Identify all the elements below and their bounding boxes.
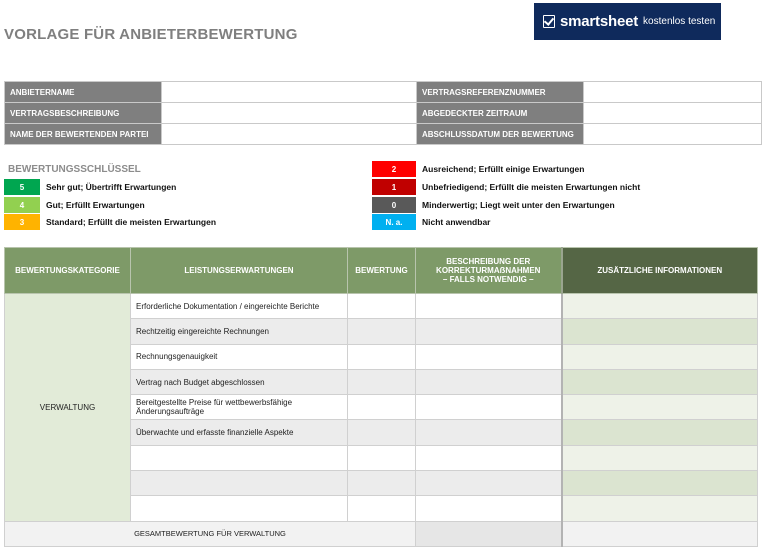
expectation-cell: Erforderliche Dokumentation / eingereichte Berichte [131,294,348,319]
key-swatch: 3 [4,214,40,230]
key-swatch: 0 [372,197,416,213]
key-text: Sehr gut; Übertrifft Erwartungen [46,182,177,192]
expectation-cell[interactable] [131,445,348,470]
additional-info-cell[interactable] [562,445,758,470]
trial-link[interactable]: kostenlos testen [643,16,716,27]
smartsheet-logo-icon [543,15,555,28]
key-item-0 [372,197,615,213]
rating-cell[interactable] [348,319,416,344]
key-text: Gut; Erfüllt Erwartungen [46,200,145,210]
key-item-1 [372,179,640,195]
vendor-name-label: ANBIETERNAME [5,82,162,103]
rating-cell[interactable] [348,294,416,319]
rating-cell[interactable] [348,471,416,496]
key-text: Nicht anwendbar [422,217,491,227]
rating-cell[interactable] [348,395,416,420]
key-swatch: 4 [4,197,40,213]
info-row [5,124,762,145]
additional-info-cell[interactable] [562,496,758,521]
total-label: GESAMTBEWERTUNG FÜR VERWALTUNG [5,521,416,546]
expectation-cell: Bereitgestellte Preise für wettbewerbsfähige Änderungsaufträge [131,395,348,420]
table-row [5,294,758,319]
rating-cell[interactable] [348,420,416,445]
rating-cell[interactable] [348,344,416,369]
table-header-row [5,248,758,294]
additional-info-cell[interactable] [562,319,758,344]
header-description-line1: BESCHREIBUNG DER [446,257,531,266]
contract-description-field[interactable] [162,103,417,124]
additional-info-cell[interactable] [562,471,758,496]
corrective-action-cell[interactable] [416,369,562,394]
evaluator-name-label: NAME DER BEWERTENDEN PARTEI [5,124,162,145]
rating-cell[interactable] [348,369,416,394]
header-description [416,248,562,294]
expectation-cell: Rechtzeitig eingereichte Rechnungen [131,319,348,344]
rating-key-title: BEWERTUNGSSCHLÜSSEL [8,164,141,175]
total-info-cell [562,521,758,546]
header-description-line2: KORREKTURMAẞNAHMEN [436,266,541,275]
contract-reference-field[interactable] [584,82,762,103]
corrective-action-cell[interactable] [416,445,562,470]
key-text: Standard; Erfüllt die meisten Erwartungen [46,217,217,227]
additional-info-cell[interactable] [562,294,758,319]
header-category: BEWERTUNGSKATEGORIE [5,248,131,294]
key-item-5 [4,179,176,195]
key-swatch: 1 [372,179,416,195]
additional-info-cell[interactable] [562,395,758,420]
expectation-cell[interactable] [131,471,348,496]
brand-name: smartsheet [560,13,639,30]
vendor-name-field[interactable] [162,82,417,103]
key-item-3 [4,214,216,230]
evaluation-date-field[interactable] [584,124,762,145]
key-swatch: 5 [4,179,40,195]
contract-description-label: VERTRAGSBESCHREIBUNG [5,103,162,124]
corrective-action-cell[interactable] [416,420,562,445]
key-item-na [372,214,490,230]
header-additional-info: ZUSÄTZLICHE INFORMATIONEN [562,248,758,294]
evaluation-table [4,247,758,547]
key-swatch: N. a. [372,214,416,230]
expectation-cell[interactable] [131,496,348,521]
contract-reference-label: VERTRAGSREFERENZNUMMER [417,82,584,103]
page-title: VORLAGE FÜR ANBIETERBEWERTUNG [4,26,298,43]
rating-cell[interactable] [348,496,416,521]
rating-cell[interactable] [348,445,416,470]
key-item-2 [372,161,584,177]
corrective-action-cell[interactable] [416,471,562,496]
vendor-info-table [4,81,762,145]
category-cell: VERWALTUNG [5,294,131,522]
corrective-action-cell[interactable] [416,294,562,319]
corrective-action-cell[interactable] [416,395,562,420]
additional-info-cell[interactable] [562,420,758,445]
expectation-cell: Überwachte und erfasste finanzielle Aspekte [131,420,348,445]
additional-info-cell[interactable] [562,369,758,394]
total-row [5,521,758,546]
key-item-4 [4,197,145,213]
header-rating: BEWERTUNG [348,248,416,294]
period-covered-label: ABGEDECKTER ZEITRAUM [417,103,584,124]
info-row [5,103,762,124]
corrective-action-cell[interactable] [416,496,562,521]
key-text: Ausreichend; Erfüllt einige Erwartungen [422,164,585,174]
expectation-cell: Vertrag nach Budget abgeschlossen [131,369,348,394]
expectation-cell: Rechnungsgenauigkeit [131,344,348,369]
header-expectations: LEISTUNGSERWARTUNGEN [131,248,348,294]
corrective-action-cell[interactable] [416,344,562,369]
evaluator-name-field[interactable] [162,124,417,145]
period-covered-field[interactable] [584,103,762,124]
smartsheet-trial-banner[interactable] [534,3,721,40]
evaluation-date-label: ABSCHLUSSDATUM DER BEWERTUNG [417,124,584,145]
corrective-action-cell[interactable] [416,319,562,344]
key-swatch: 2 [372,161,416,177]
key-text: Minderwertig; Liegt weit unter den Erwartungen [422,200,615,210]
key-text: Unbefriedigend; Erfüllt die meisten Erwartungen nicht [422,182,641,192]
header-description-line3: – FALLS NOTWENDIG – [442,275,534,284]
additional-info-cell[interactable] [562,344,758,369]
info-row [5,82,762,103]
total-value-cell [416,521,562,546]
